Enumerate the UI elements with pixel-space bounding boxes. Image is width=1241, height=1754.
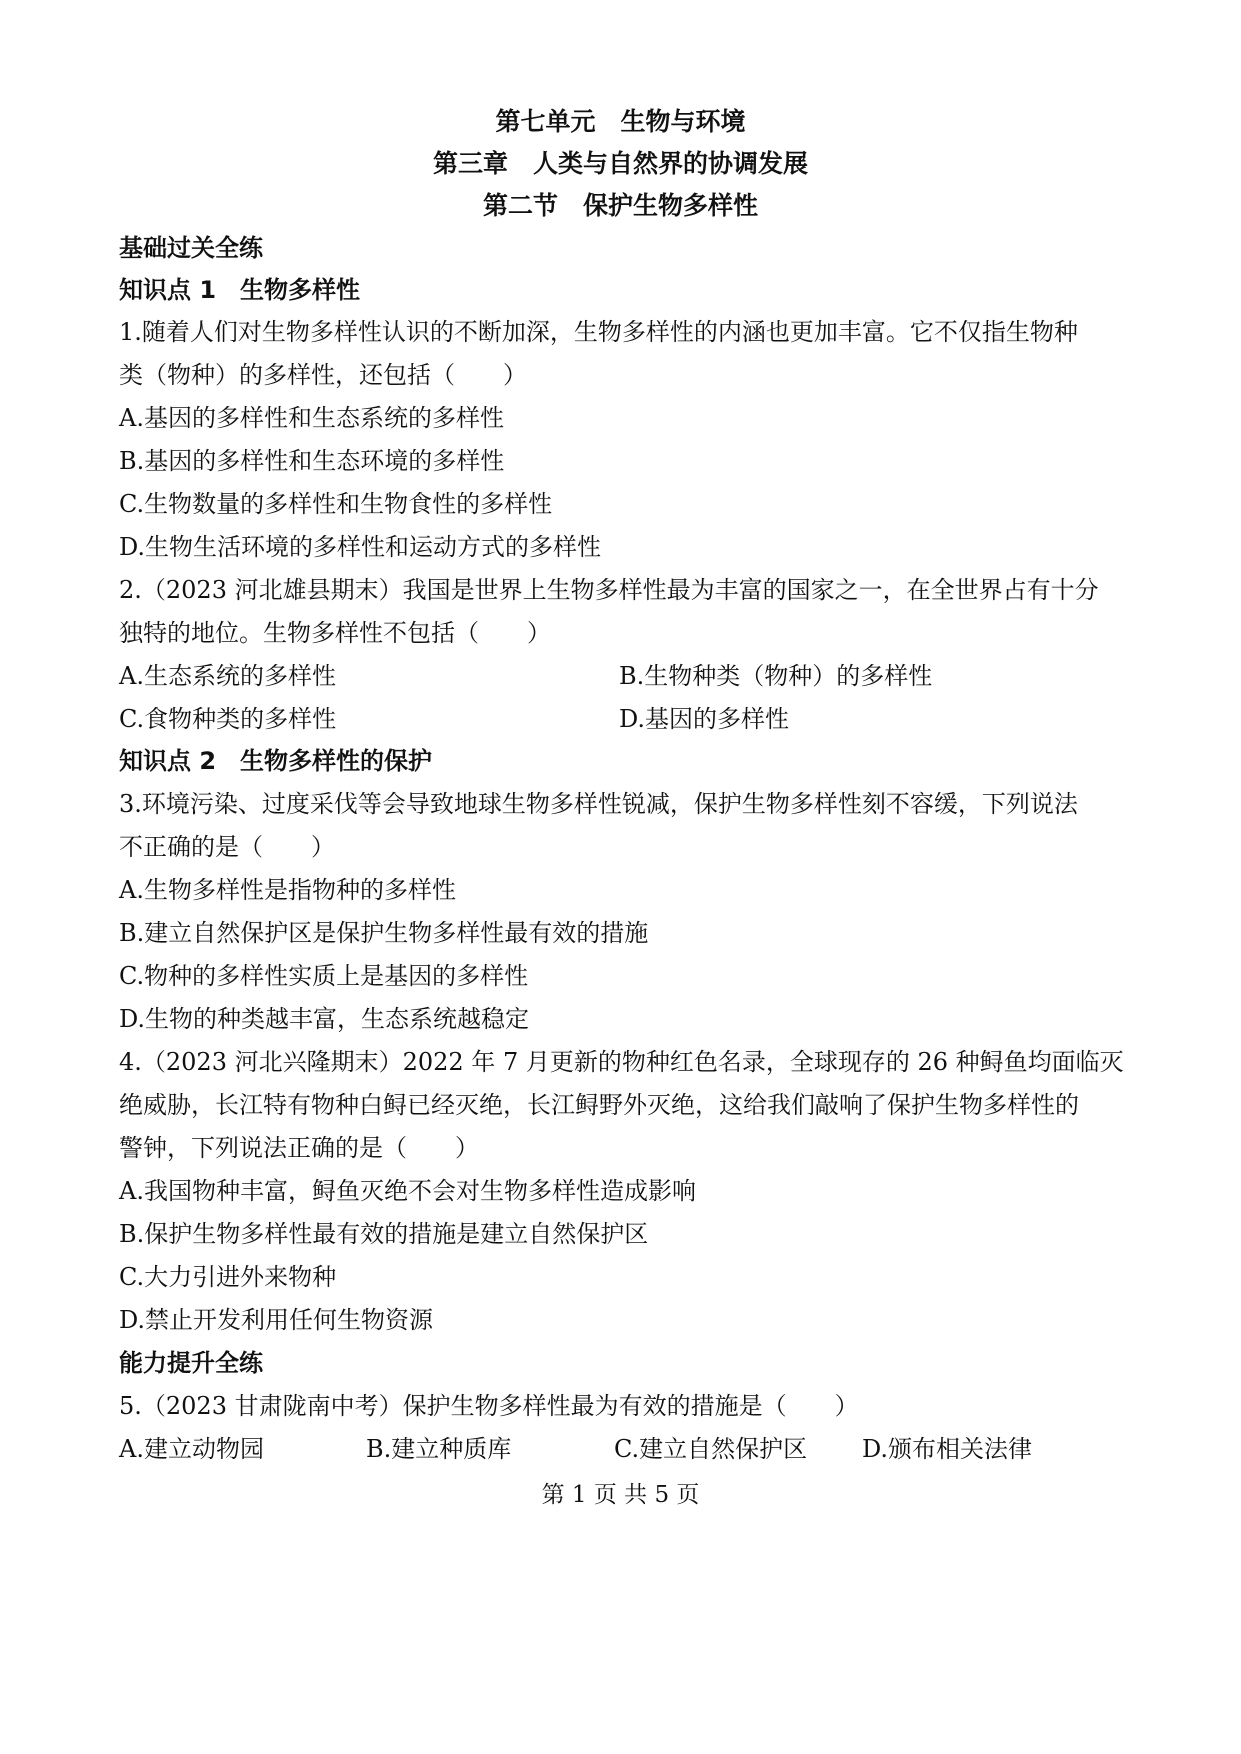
q4-stem-line-2: 绝威胁，长江特有物种白鲟已经灭绝，长江鲟野外灭绝，这给我们敲响了保护生物多样性的 bbox=[119, 1091, 1079, 1119]
q5-option-b: B.建立种质库 bbox=[366, 1435, 512, 1463]
q3-option-d: D.生物的种类越丰富，生态系统越稳定 bbox=[119, 1005, 530, 1033]
ability-practice-heading: 能力提升全练 bbox=[119, 1349, 263, 1377]
q4-option-a: A.我国物种丰富，鲟鱼灭绝不会对生物多样性造成影响 bbox=[119, 1177, 696, 1205]
q2-option-b: B.生物种类（物种）的多样性 bbox=[619, 662, 933, 690]
q4-option-b: B.保护生物多样性最有效的措施是建立自然保护区 bbox=[119, 1220, 649, 1248]
q3-stem-line-2: 不正确的是（ ） bbox=[119, 833, 335, 861]
q4-stem-line-3: 警钟，下列说法正确的是（ ） bbox=[119, 1134, 479, 1162]
q1-option-c: C.生物数量的多样性和生物食性的多样性 bbox=[119, 490, 553, 518]
q5-option-c: C.建立自然保护区 bbox=[614, 1435, 808, 1463]
q3-option-a: A.生物多样性是指物种的多样性 bbox=[119, 876, 456, 904]
q2-stem-line-1: 2.（2023 河北雄县期末）我国是世界上生物多样性最为丰富的国家之一，在全世界占有十分 bbox=[119, 576, 1099, 604]
q5-option-d: D.颁布相关法律 bbox=[862, 1435, 1033, 1463]
q1-stem-line-1: 1.随着人们对生物多样性认识的不断加深，生物多样性的内涵也更加丰富。它不仅指生物种 bbox=[119, 318, 1078, 346]
q1-option-d: D.生物生活环境的多样性和运动方式的多样性 bbox=[119, 533, 602, 561]
page-footer: 第 1 页 共 5 页 bbox=[541, 1482, 700, 1508]
q3-option-c: C.物种的多样性实质上是基因的多样性 bbox=[119, 962, 529, 990]
chapter-title: 第三章 人类与自然界的协调发展 bbox=[432, 149, 808, 178]
unit-title: 第七单元 生物与环境 bbox=[495, 107, 746, 136]
knowledge-point-2-heading: 知识点 2 生物多样性的保护 bbox=[119, 747, 433, 775]
knowledge-point-1-heading: 知识点 1 生物多样性 bbox=[119, 276, 361, 304]
q2-stem-line-2: 独特的地位。生物多样性不包括（ ） bbox=[119, 619, 551, 647]
q5-stem: 5.（2023 甘肃陇南中考）保护生物多样性最为有效的措施是（ ） bbox=[119, 1392, 859, 1420]
q2-option-d: D.基因的多样性 bbox=[619, 705, 790, 733]
q5-option-a: A.建立动物园 bbox=[119, 1435, 264, 1463]
q2-option-c: C.食物种类的多样性 bbox=[119, 705, 337, 733]
section-title: 第二节 保护生物多样性 bbox=[482, 191, 758, 220]
q4-stem-line-1: 4.（2023 河北兴隆期末）2022 年 7 月更新的物种红色名录，全球现存的 26 种鲟鱼均面临灭 bbox=[119, 1048, 1124, 1076]
q2-option-a: A.生态系统的多样性 bbox=[119, 662, 336, 690]
q3-stem-line-1: 3.环境污染、过度采伐等会导致地球生物多样性锐减，保护生物多样性刻不容缓，下列说法 bbox=[119, 790, 1078, 818]
q1-option-b: B.基因的多样性和生态环境的多样性 bbox=[119, 447, 505, 475]
q4-option-d: D.禁止开发利用任何生物资源 bbox=[119, 1306, 434, 1334]
q4-option-c: C.大力引进外来物种 bbox=[119, 1263, 337, 1291]
q1-option-a: A.基因的多样性和生态系统的多样性 bbox=[119, 404, 504, 432]
basic-practice-heading: 基础过关全练 bbox=[119, 234, 263, 262]
q1-stem-line-2: 类（物种）的多样性，还包括（ ） bbox=[119, 361, 527, 389]
q3-option-b: B.建立自然保护区是保护生物多样性最有效的措施 bbox=[119, 919, 649, 947]
